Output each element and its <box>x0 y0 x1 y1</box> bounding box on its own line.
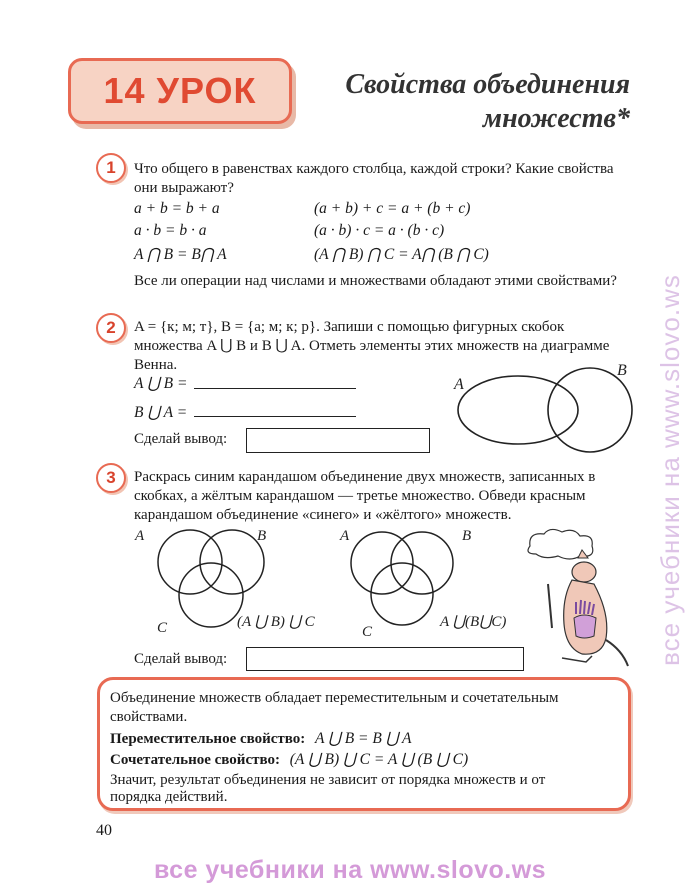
lesson-title-line2: множеств* <box>482 103 630 134</box>
associative-label: Сочетательное свойство: <box>110 752 280 768</box>
commutative-label: Переместительное свойство: <box>110 731 306 747</box>
task1-eq-3-1: A ⋂ B = B⋂ A <box>134 246 227 263</box>
task2-line1-label: A ⋃ B = <box>134 375 188 392</box>
venn1-label-c: C <box>157 620 168 636</box>
venn1-circle-c <box>179 563 243 627</box>
venn1-label-b: B <box>257 528 267 544</box>
kangaroo-illustration <box>522 528 632 670</box>
held-pencil <box>548 584 552 628</box>
task2-answer-line-2[interactable] <box>194 416 356 417</box>
task3-conclusion-box[interactable] <box>246 647 524 671</box>
lesson-title-line1: Свойства объединения <box>345 69 630 100</box>
task3-conclusion-label: Сделай вывод: <box>134 651 228 667</box>
task3-venn-diagram-1 <box>125 522 340 642</box>
task2-line2-label: B ⋃ A = <box>134 404 188 421</box>
task1-question: Что общего в равенствах каждого столбца, каждой строки? Какие свойства они выражают? <box>134 161 614 196</box>
kangaroo-tail <box>606 640 628 666</box>
venn1-circle-b <box>200 528 267 594</box>
task2-answer-line-1[interactable] <box>194 388 356 389</box>
task1-followup: Все ли операции над числами и множествами обладают этими свойствами? <box>134 273 617 289</box>
task1-eq-2-1: a · b = b · a <box>134 222 207 239</box>
task2-text: A = {к; м; т}, B = {а; м; к; р}. Запиши с помощью фигурных скобок множества A ⋃ B и B ⋃ A. Отметь элементы этих множеств на диаграмме Венна. <box>134 319 610 373</box>
task1-eq-2-2: (a · b) · c = a · (b · c) <box>314 222 445 239</box>
watermark-side: все учебники на www.slovo.ws <box>655 274 685 666</box>
page-number: 40 <box>96 822 112 839</box>
lesson-badge <box>68 58 292 124</box>
task2-venn-set-b <box>548 368 632 452</box>
kangaroo-feet <box>562 656 592 662</box>
task2-venn-set-a <box>458 376 578 444</box>
venn2-label-c: C <box>362 624 373 640</box>
kangaroo-pouch <box>574 615 596 638</box>
rule-line2: свойствами. <box>110 709 188 725</box>
lesson-title <box>270 68 630 136</box>
venn1-expression: (A ⋃ B) ⋃ C <box>237 614 315 630</box>
venn2-label-b: B <box>462 528 472 544</box>
task2-conclusion-box[interactable] <box>246 428 430 453</box>
rule-line5: Значит, результат объединения не зависит от порядка множеств и от <box>110 772 546 788</box>
lesson-badge-text: 14 УРОК <box>103 70 257 111</box>
rule-box <box>97 677 631 811</box>
kangaroo-head <box>572 562 596 582</box>
associative-formula: (A ⋃ B) ⋃ C = A ⋃ (B ⋃ C) <box>289 751 469 768</box>
rule-associative <box>110 750 468 770</box>
task2-venn-diagram <box>440 355 640 455</box>
rule-line1: Объединение множеств обладает переместительным и сочетательным <box>110 690 559 706</box>
task2-venn-label-a: A <box>454 376 464 393</box>
task2-venn-label-b: B <box>617 362 627 379</box>
rule-commutative <box>110 729 412 749</box>
task1-eq-1-1: a + b = b + a <box>134 200 220 217</box>
task1-eq-1-2: (a + b) + c = a + (b + c) <box>314 200 471 217</box>
task1-eq-3-2: (A ⋂ B) ⋂ C = A⋂ (B ⋂ C) <box>314 246 489 263</box>
task3-text: Раскрась синим карандашом объединение двух множеств, записанных в скобках, а жёлтым карандашом — третье множество. Обведи красным карандашом объединение «синего» и «жёлтого» множеств. <box>134 469 596 523</box>
watermark-bottom: все учебники на www.slovo.ws <box>153 856 547 884</box>
task2-conclusion-label: Сделай вывод: <box>134 431 228 447</box>
rule-line6: порядка действий. <box>110 789 228 805</box>
commutative-formula: A ⋃ B = B ⋃ A <box>315 730 412 747</box>
venn1-circle-a <box>158 530 222 594</box>
venn2-label-a: A <box>340 528 350 544</box>
task-number-1: 1 <box>96 153 126 183</box>
task-number-3: 3 <box>96 463 126 493</box>
venn2-expression: A ⋃(B⋃C) <box>440 614 507 630</box>
venn1-label-a: A <box>135 528 145 544</box>
task-number-2: 2 <box>96 313 126 343</box>
task3-venn-diagram-2 <box>338 522 528 642</box>
